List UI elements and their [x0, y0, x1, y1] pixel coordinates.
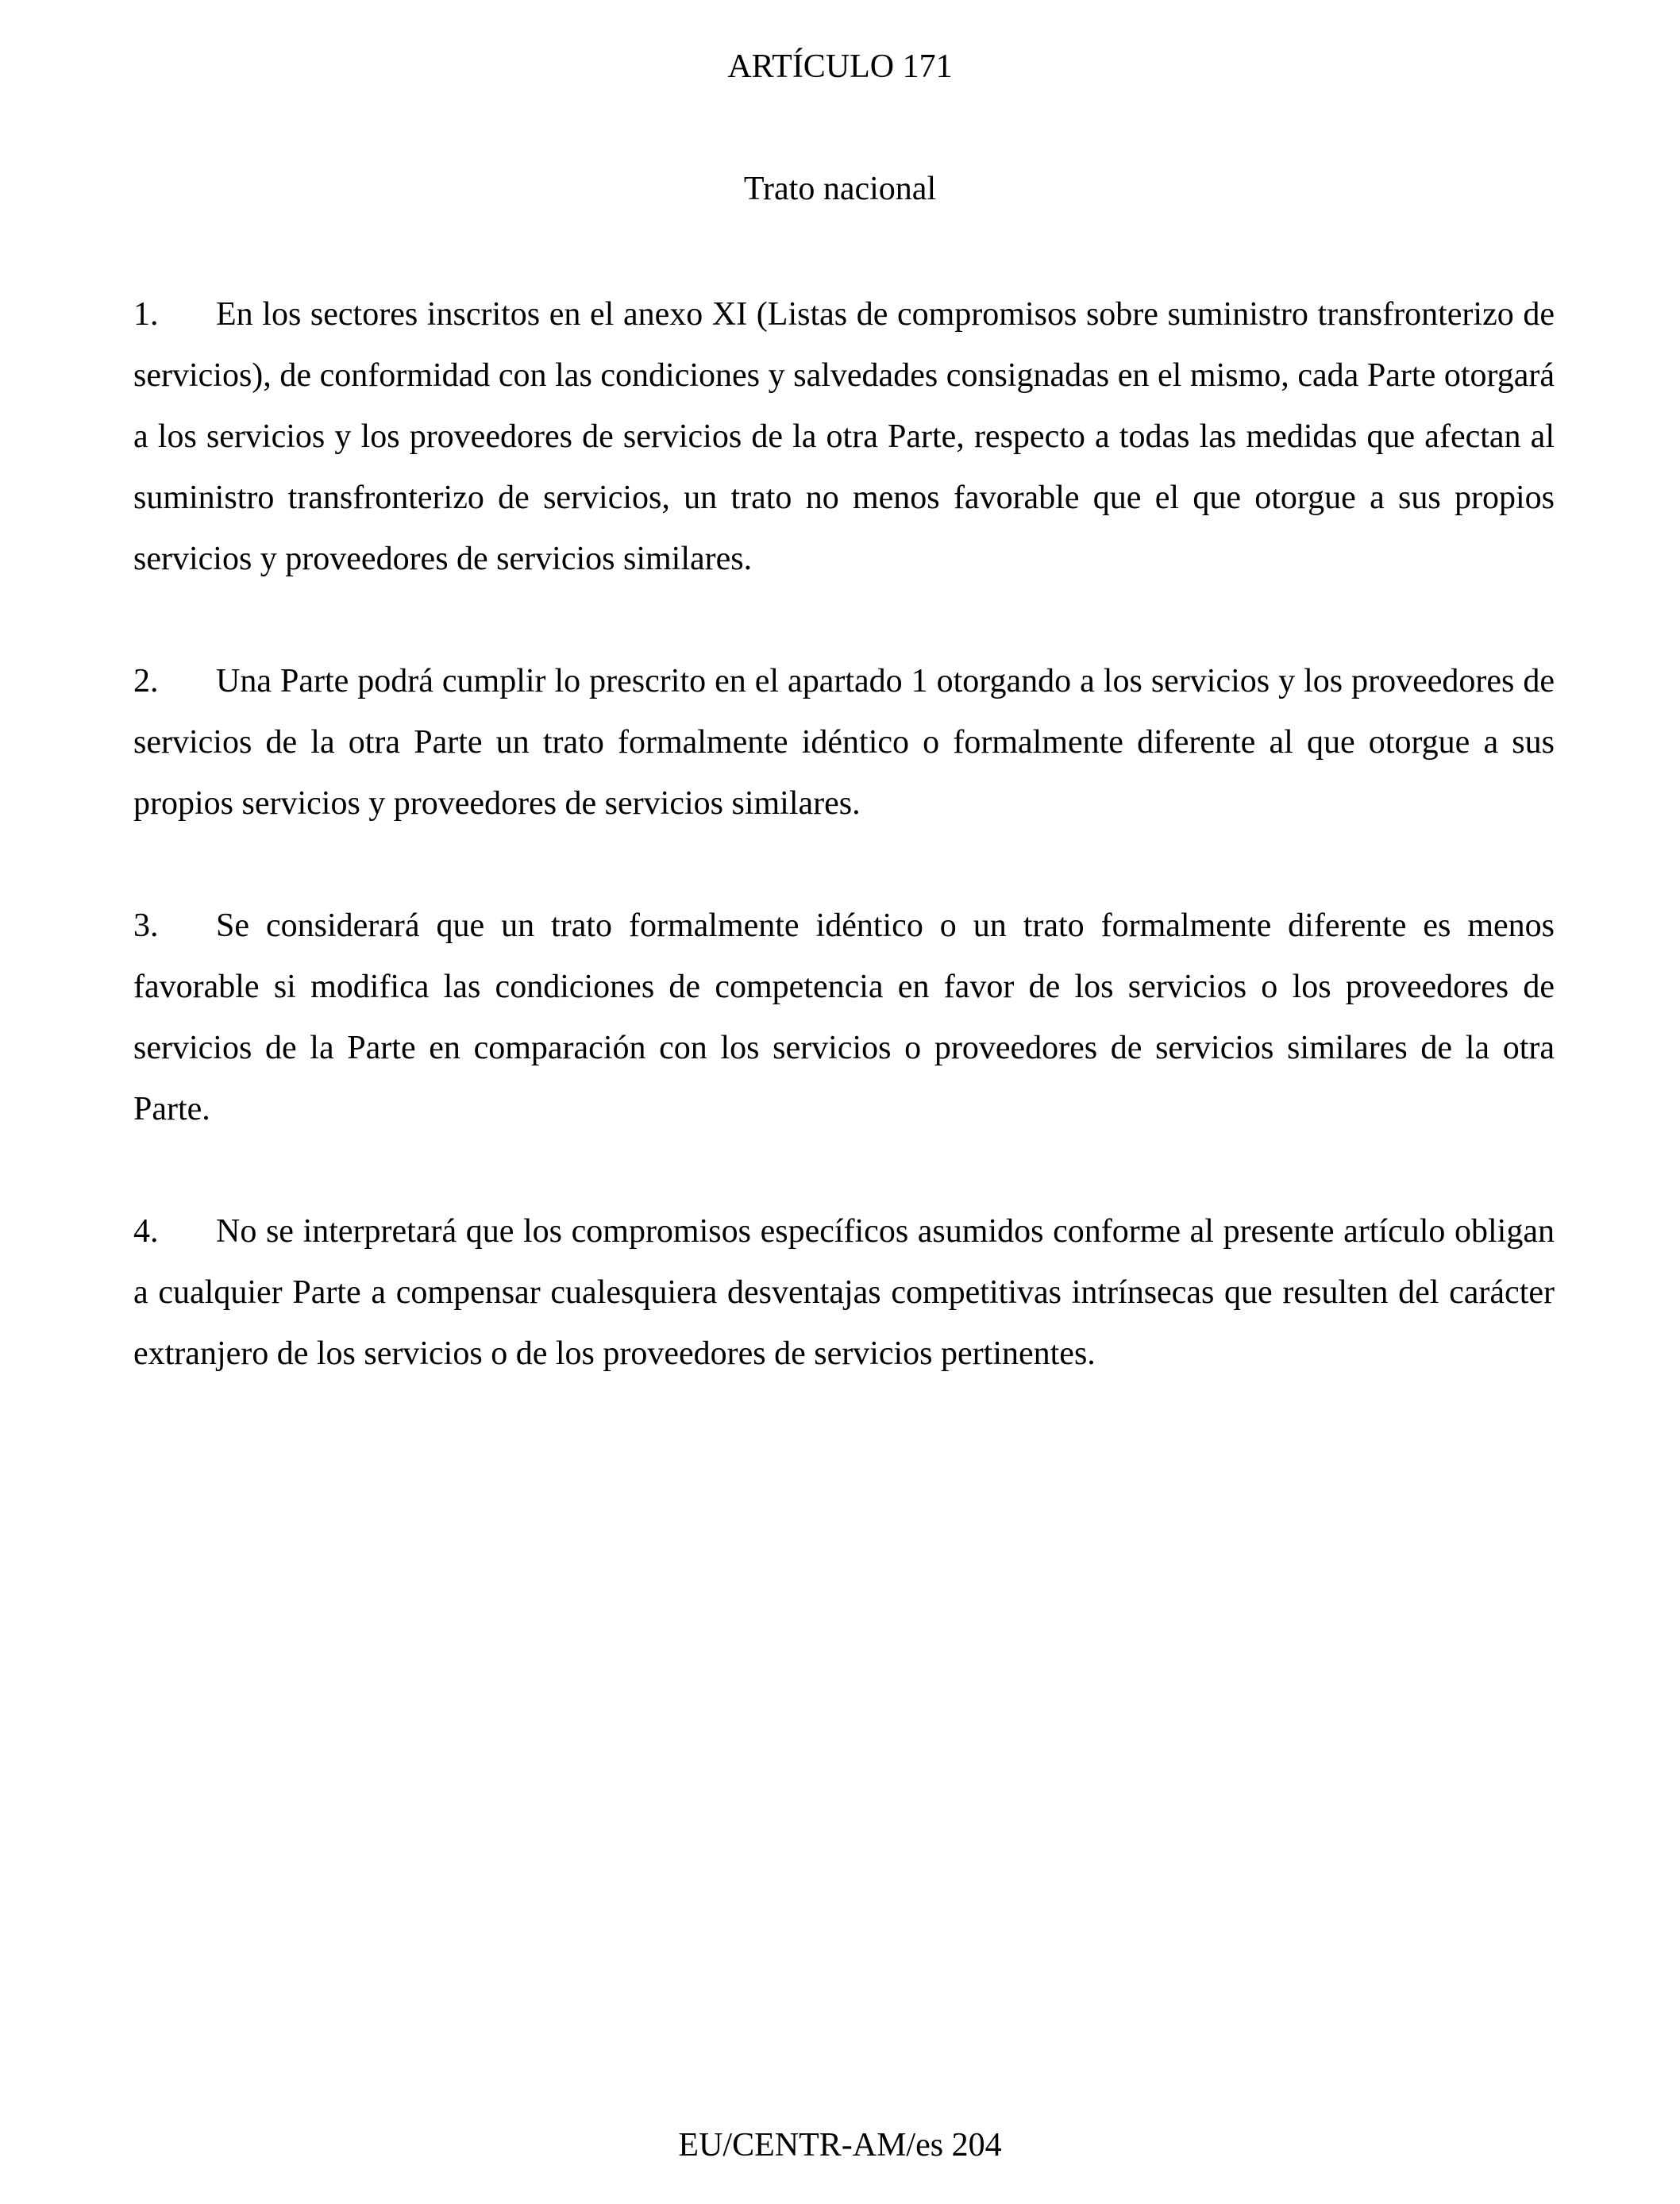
paragraph-3 — [133, 896, 1555, 1140]
paragraph-number: 3. — [133, 907, 159, 944]
paragraph-text: Una Parte podrá cumplir lo prescrito en el apartado 1 otorgando a los servicios y los proveedores de servicios de la otra Parte un trato formalmente idéntico o formalmente diferente al que otorgue a sus propios servicios y proveedores de servicios similares. — [133, 663, 1555, 822]
paragraph-text: No se interpretará que los compromisos específicos asumidos conforme al presente artículo obligan a cualquier Parte a compensar cualesquiera desventajas competitivas intrínsecas que resulten del carácter extranjero de los servicios o de los proveedores de servicios pertinentes. — [133, 1213, 1555, 1372]
page-footer-reference: EU/CENTR-AM/es 204 — [678, 2127, 1002, 2164]
paragraph-1 — [133, 284, 1555, 590]
paragraph-2 — [133, 651, 1555, 834]
paragraph-number: 1. — [133, 296, 159, 333]
article-heading: ARTÍCULO 171 — [727, 48, 953, 85]
paragraph-4 — [133, 1201, 1555, 1385]
paragraph-text: En los sectores inscritos en el anexo XI (Listas de compromisos sobre suministro transfronterizo de servicios), de conformidad con las condiciones y salvedades consignadas en el mismo, cada Parte otorgará a los servicios y los proveedores de servicios de la otra Parte, respecto a todas las medidas que afectan al suministro transfronterizo de servicios, un trato no menos favorable que el que otorgue a sus propios servicios y proveedores de servicios similares. — [133, 296, 1555, 577]
article-body — [133, 284, 1555, 1446]
article-title: Trato nacional — [743, 171, 937, 207]
paragraph-text: Se considerará que un trato formalmente idéntico o un trato formalmente diferente es menos favorable si modifica las condiciones de competencia en favor de los servicios o los proveedores de servicios de la Parte en comparación con los servicios o proveedores de servicios similares de la otra Parte. — [133, 907, 1555, 1127]
paragraph-number: 2. — [133, 663, 159, 699]
paragraph-number: 4. — [133, 1213, 159, 1250]
